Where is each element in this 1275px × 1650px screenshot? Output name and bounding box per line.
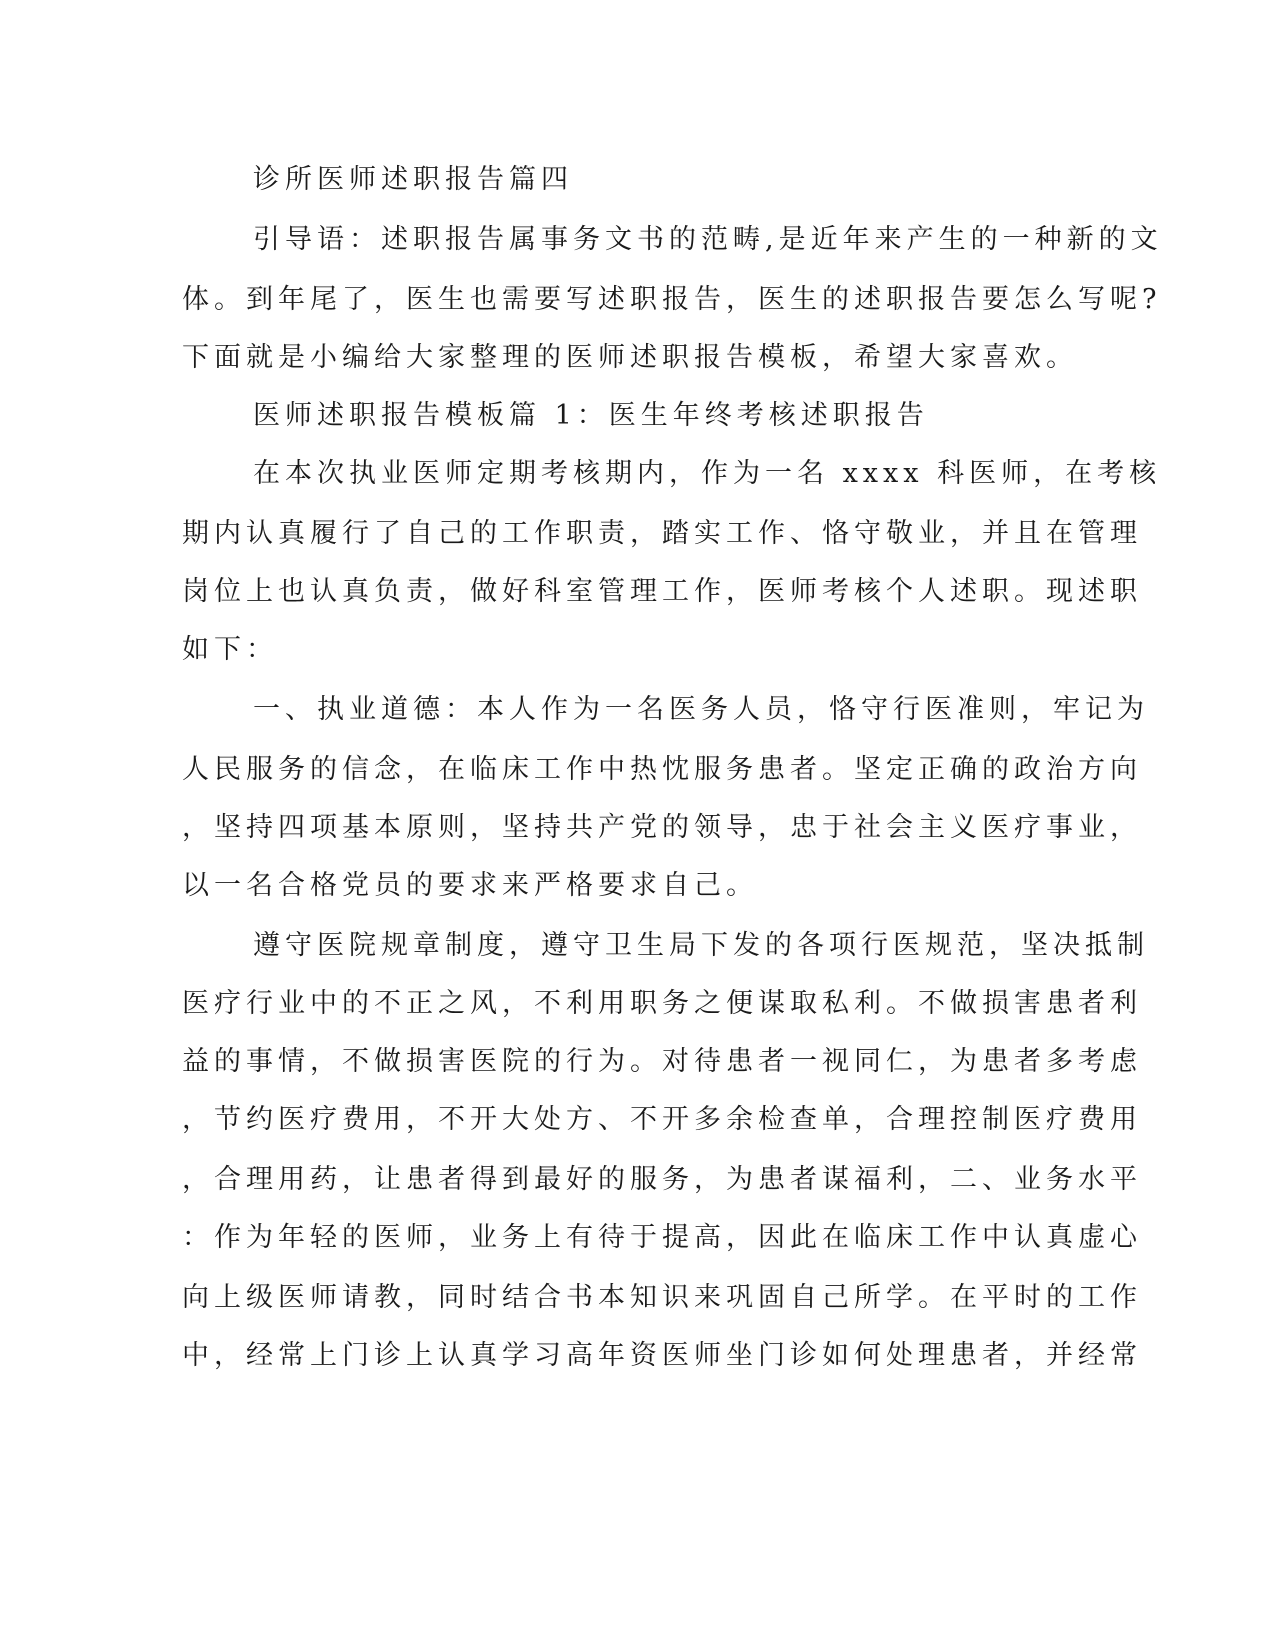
intro-line: 体。到年尾了，医生也需要写述职报告，医生的述职报告要怎么写呢?: [182, 284, 1162, 315]
body-line: 如下：: [182, 634, 278, 665]
body-line: ：作为年轻的医师，业务上有待于提高，因此在临床工作中认真虚心: [182, 1222, 1142, 1253]
body-line: ，合理用药，让患者得到最好的服务，为患者谋福利，二、业务水平: [182, 1164, 1142, 1195]
body-line: ，节约医疗费用，不开大处方、不开多余检查单，合理控制医疗费用: [182, 1104, 1142, 1135]
body-line: 遵守医院规章制度，遵守卫生局下发的各项行医规范，坚决抵制: [253, 930, 1149, 961]
body-line: 中，经常上门诊上认真学习高年资医师坐门诊如何处理患者，并经常: [182, 1340, 1142, 1371]
intro-line: 引导语：述职报告属事务文书的范畴,是近年来产生的一种新的文: [253, 224, 1163, 255]
body-line: 一、执业道德：本人作为一名医务人员，恪守行医准则，牢记为: [253, 694, 1149, 725]
body-line: 益的事情，不做损害医院的行为。对待患者一视同仁，为患者多考虑: [182, 1046, 1142, 1077]
section-heading: 医师述职报告模板篇 1：医生年终考核述职报告: [253, 400, 929, 431]
body-line: 向上级医师请教，同时结合书本知识来巩固自己所学。在平时的工作: [182, 1282, 1142, 1313]
intro-line: 下面就是小编给大家整理的医师述职报告模板，希望大家喜欢。: [182, 342, 1078, 373]
body-line: 医疗行业中的不正之风，不利用职务之便谋取私利。不做损害患者利: [182, 988, 1142, 1019]
body-line: 以一名合格党员的要求来严格要求自己。: [182, 870, 758, 901]
body-line: 人民服务的信念，在临床工作中热忱服务患者。坚定正确的政治方向: [182, 754, 1142, 785]
document-title: 诊所医师述职报告篇四: [253, 164, 573, 195]
body-line: 在本次执业医师定期考核期内，作为一名 xxxx 科医师，在考核: [253, 458, 1162, 489]
body-line: ，坚持四项基本原则，坚持共产党的领导，忠于社会主义医疗事业，: [182, 812, 1142, 843]
body-line: 期内认真履行了自己的工作职责，踏实工作、恪守敬业，并且在管理: [182, 518, 1142, 549]
body-line: 岗位上也认真负责，做好科室管理工作，医师考核个人述职。现述职: [182, 576, 1142, 607]
